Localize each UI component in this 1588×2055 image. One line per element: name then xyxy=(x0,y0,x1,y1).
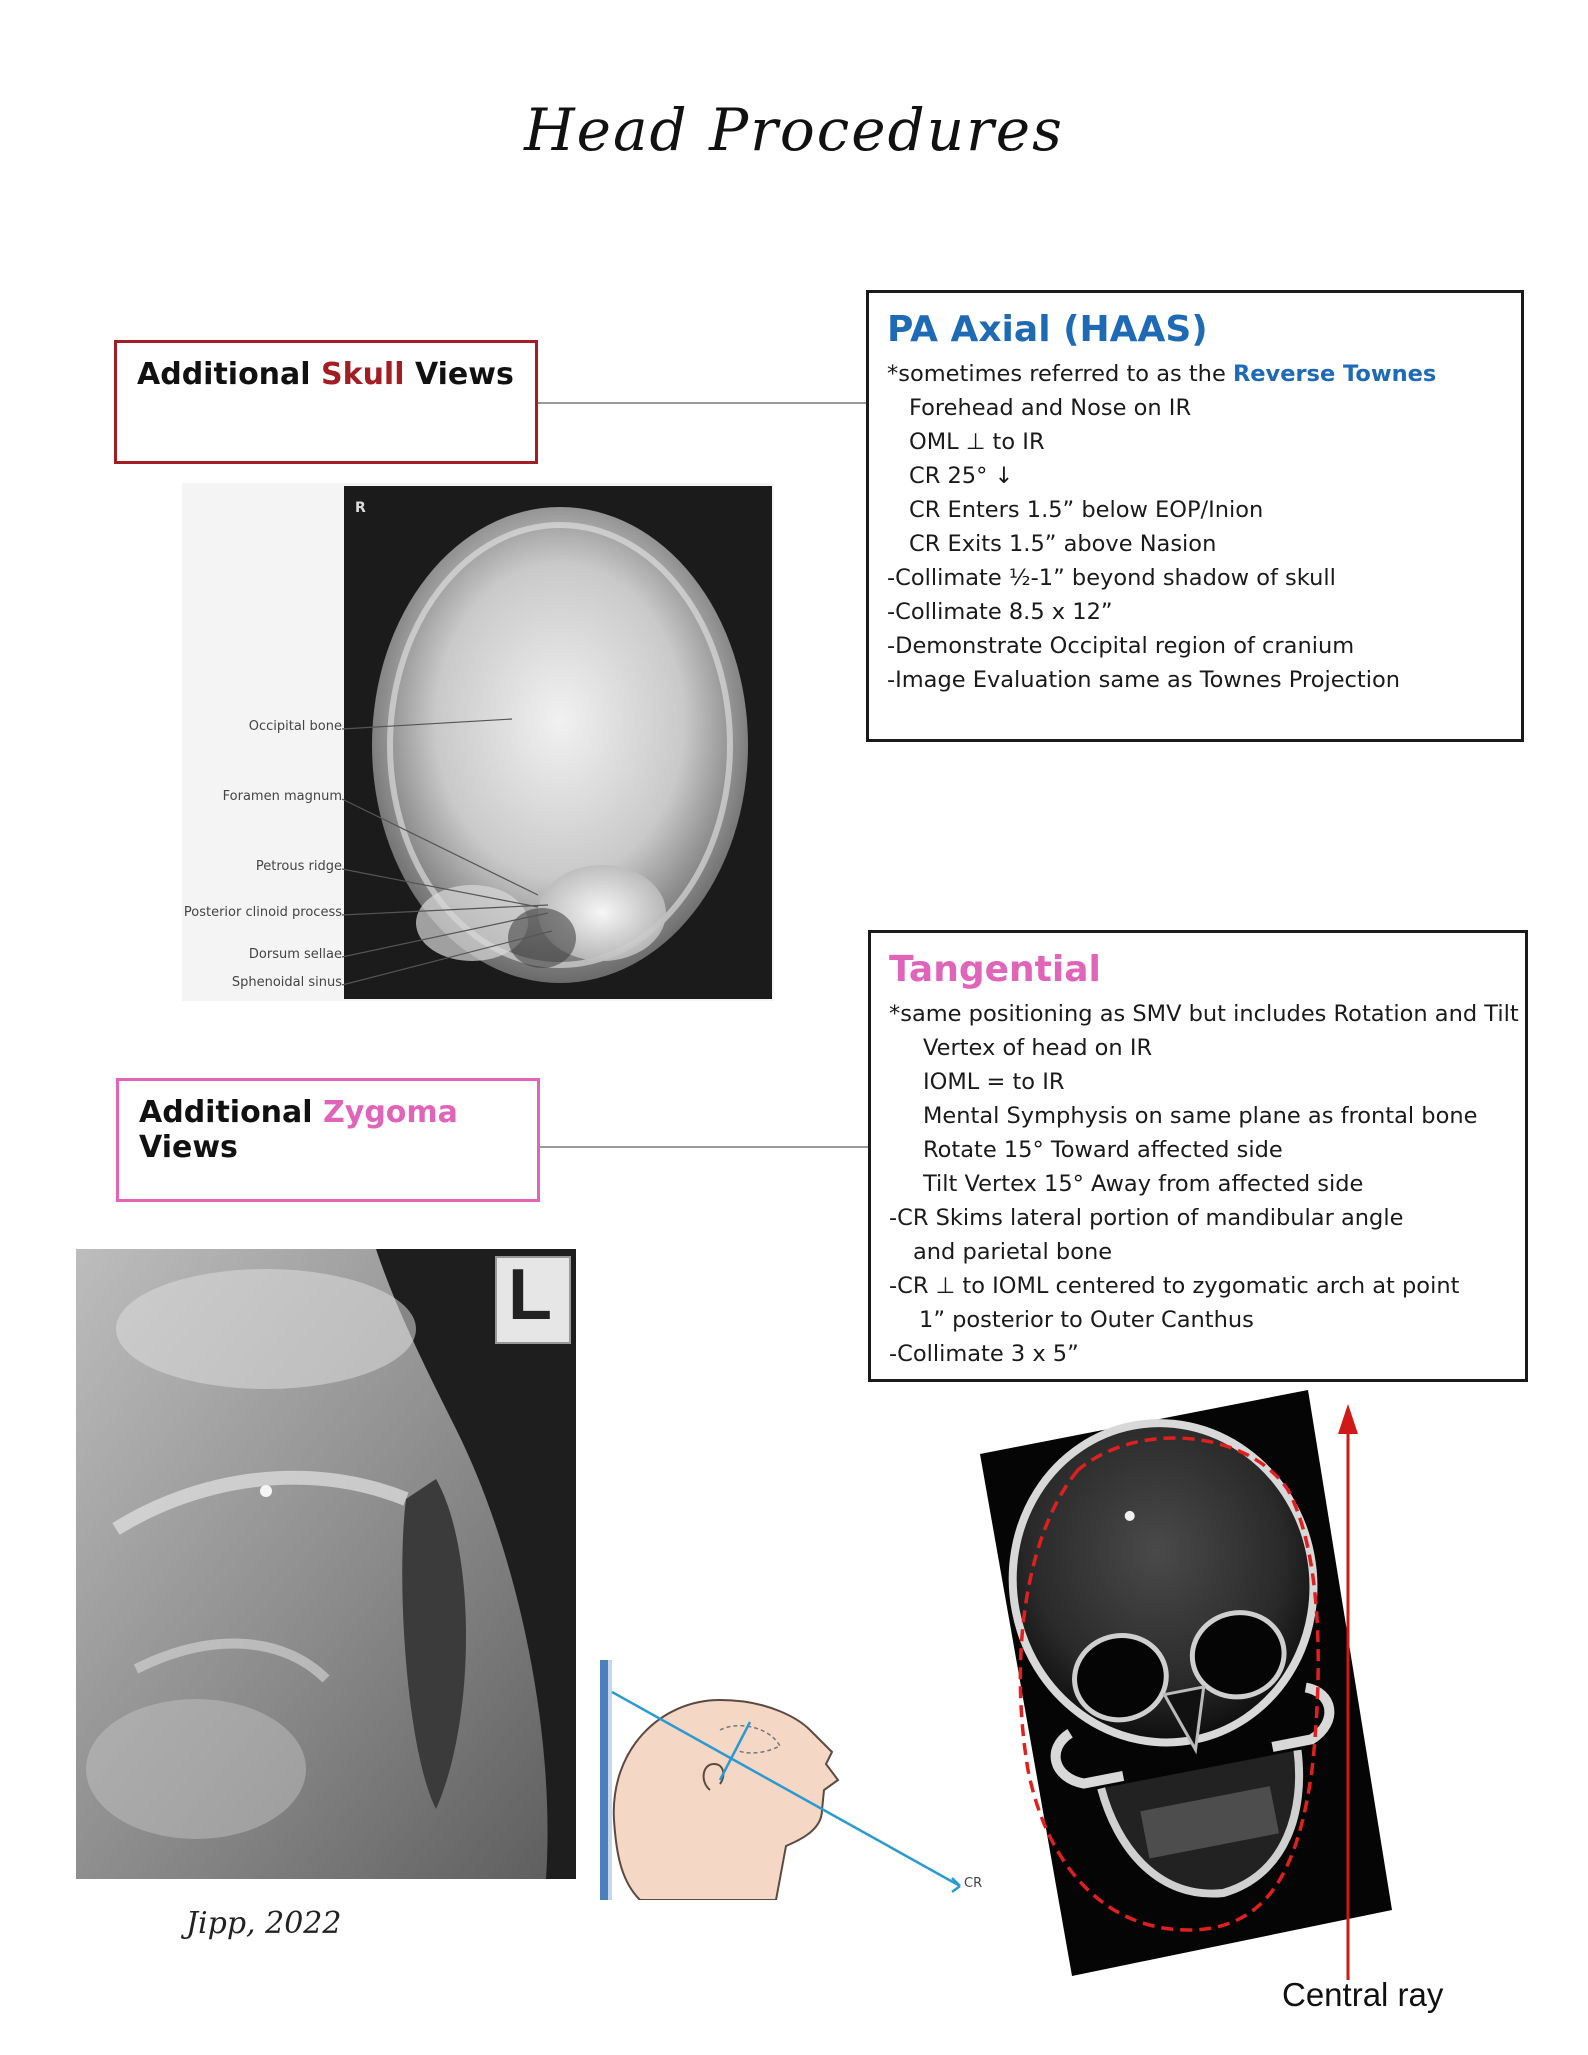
zygoma-views-label: Additional Zygoma Views xyxy=(139,1095,458,1165)
haas-line: CR Exits 1.5” above Nasion xyxy=(909,531,1217,557)
reverse-townes-highlight: Reverse Townes xyxy=(1232,361,1437,387)
cr-label: CR xyxy=(964,1876,983,1891)
skull-xray-figure xyxy=(182,483,774,1001)
zygoma-xray-figure xyxy=(76,1249,576,1879)
tangential-line: Tilt Vertex 15° Away from affected side xyxy=(923,1171,1364,1197)
haas-line: OML ⊥ to IR xyxy=(909,429,1045,455)
positioning-diagram-image xyxy=(600,1660,990,1900)
tangential-line: IOML = to IR xyxy=(923,1069,1065,1095)
page-title: Head Procedures xyxy=(524,96,1064,164)
tangential-line: -CR ⊥ to IOML centered to zygomatic arch at point xyxy=(889,1273,1460,1299)
positioning-diagram xyxy=(600,1660,990,1900)
haas-line: -Demonstrate Occipital region of cranium xyxy=(887,633,1355,659)
tangential-line: -Collimate 3 x 5” xyxy=(889,1341,1079,1367)
signature: Jipp, 2022 xyxy=(186,1906,342,1941)
haas-note: *sometimes referred to as the Reverse Townes xyxy=(887,361,1437,387)
tangential-line: Vertex of head on IR xyxy=(923,1035,1153,1061)
zygoma-views-label-box xyxy=(116,1078,540,1202)
haas-line: Forehead and Nose on IR xyxy=(909,395,1192,421)
haas-line: -Image Evaluation same as Townes Projection xyxy=(887,667,1401,693)
xray-label: Foramen magnum xyxy=(222,789,342,804)
tangential-xray-figure xyxy=(968,1390,1448,1990)
zygoma-marker: L xyxy=(508,1255,552,1335)
xray-label: Dorsum sellae xyxy=(248,947,342,962)
tangential-heading: Tangential xyxy=(889,949,1101,990)
skull-marker: R xyxy=(355,500,366,516)
haas-line: CR 25° ↓ xyxy=(909,463,1014,489)
tangential-info-box xyxy=(868,930,1528,1382)
xray-label: Occipital bone xyxy=(248,719,342,734)
xray-label: Sphenoidal sinus xyxy=(231,975,342,990)
tangential-line: -CR Skims lateral portion of mandibular angle xyxy=(889,1205,1404,1231)
zygoma-highlight: Zygoma xyxy=(323,1095,458,1130)
zygoma-xray-image xyxy=(76,1249,576,1879)
xray-label: Posterior clinoid process xyxy=(183,905,342,920)
haas-line: -Collimate 8.5 x 12” xyxy=(887,599,1113,625)
tangential-line: Mental Symphysis on same plane as frontal bone xyxy=(923,1103,1478,1129)
haas-line: -Collimate ½-1” beyond shadow of skull xyxy=(887,565,1336,591)
central-ray-caption: Central ray xyxy=(1282,1976,1444,2013)
skull-xray-image xyxy=(182,483,774,1001)
haas-heading: PA Axial (HAAS) xyxy=(887,309,1208,350)
tangential-line: 1” posterior to Outer Canthus xyxy=(919,1307,1254,1333)
skull-views-label: Additional Skull Views xyxy=(137,357,514,392)
skull-highlight: Skull xyxy=(321,357,405,392)
skull-views-label-box xyxy=(114,340,538,464)
haas-info-box xyxy=(866,290,1524,742)
haas-line: CR Enters 1.5” below EOP/Inion xyxy=(909,497,1264,523)
tangential-line: *same positioning as SMV but includes Rotation and Tilt xyxy=(889,1001,1519,1027)
zygoma-connector-line xyxy=(540,1146,868,1148)
tangential-xray-image xyxy=(968,1390,1448,1990)
tangential-line: and parietal bone xyxy=(913,1239,1113,1265)
xray-label: Petrous ridge xyxy=(255,859,342,874)
tangential-line: Rotate 15° Toward affected side xyxy=(923,1137,1283,1163)
skull-connector-line xyxy=(538,402,866,404)
